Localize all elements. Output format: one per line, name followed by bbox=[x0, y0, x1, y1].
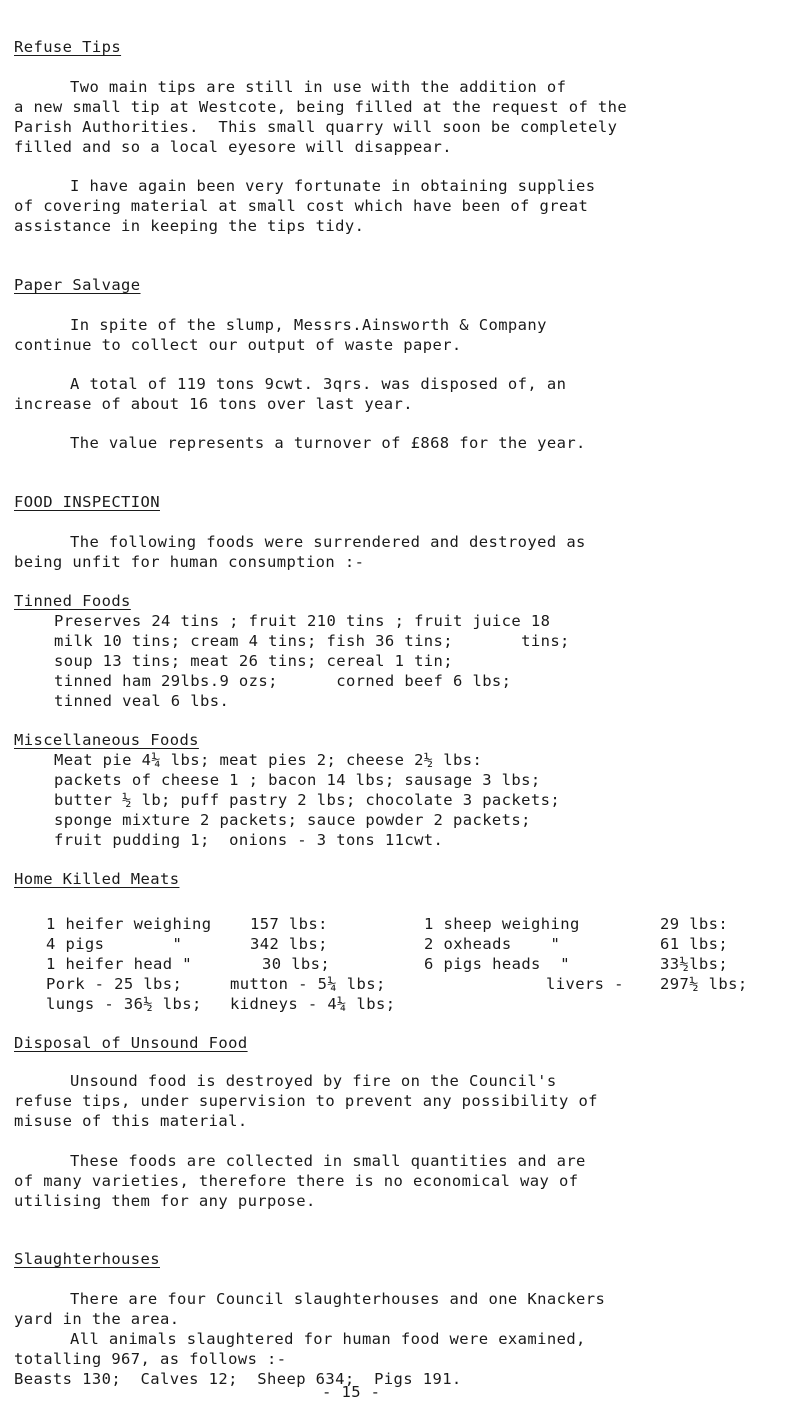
tinned-foods-line2: milk 10 tins; cream 4 tins; fish 36 tins; tins; bbox=[54, 632, 570, 650]
misc-foods-line3: butter ½ lb; puff pastry 2 lbs; chocolate 3 packets; bbox=[54, 791, 561, 809]
paper-salvage-para1-line2: continue to collect our output of waste paper. bbox=[14, 336, 462, 354]
home-killed-cell: Pork - 25 lbs; bbox=[46, 975, 183, 993]
slaughterhouses-totals: Beasts 130; Calves 12; Sheep 634; Pigs 191. bbox=[14, 1370, 462, 1388]
home-killed-cell: livers - bbox=[546, 975, 624, 993]
misc-foods-line4: sponge mixture 2 packets; sauce powder 2 packets; bbox=[54, 811, 531, 829]
refuse-tips-heading: Refuse Tips bbox=[14, 38, 122, 56]
disposal-para1-line2: refuse tips, under supervision to prevent any possibility of bbox=[14, 1092, 598, 1110]
home-killed-cell: 30 lbs; bbox=[262, 955, 331, 973]
disposal-para1-line1: Unsound food is destroyed by fire on the Council's bbox=[70, 1072, 557, 1090]
disposal-para2-line3: utilising them for any purpose. bbox=[14, 1192, 316, 1210]
misc-foods-line2: packets of cheese 1 ; bacon 14 lbs; sausage 3 lbs; bbox=[54, 771, 541, 789]
misc-foods-heading: Miscellaneous Foods bbox=[14, 731, 199, 749]
paper-salvage-para1-line1: In spite of the slump, Messrs.Ainsworth & Company bbox=[70, 316, 547, 334]
disposal-para2-line2: of many varieties, therefore there is no economical way of bbox=[14, 1172, 579, 1190]
refuse-tips-para2-line1: I have again been very fortunate in obtaining supplies bbox=[70, 177, 596, 195]
home-killed-heading: Home Killed Meats bbox=[14, 870, 180, 888]
misc-foods-line1: Meat pie 4¼ lbs; meat pies 2; cheese 2½ lbs: bbox=[54, 751, 483, 769]
home-killed-cell: 29 lbs: bbox=[660, 915, 729, 933]
tinned-foods-line1: Preserves 24 tins ; fruit 210 tins ; fruit juice 18 bbox=[54, 612, 551, 630]
home-killed-cell: 1 heifer head " bbox=[46, 955, 192, 973]
home-killed-cell: 33½lbs; bbox=[660, 955, 729, 973]
paper-salvage-para2-line1: A total of 119 tons 9cwt. 3qrs. was disposed of, an bbox=[70, 375, 567, 393]
refuse-tips-para1-line3: Parish Authorities. This small quarry will soon be completely bbox=[14, 118, 618, 136]
disposal-heading: Disposal of Unsound Food bbox=[14, 1034, 248, 1052]
home-killed-cell: 1 heifer weighing bbox=[46, 915, 212, 933]
slaughterhouses-para2-line2: totalling 967, as follows :- bbox=[14, 1350, 287, 1368]
refuse-tips-para1-line2: a new small tip at Westcote, being filled at the request of the bbox=[14, 98, 628, 116]
disposal-para1-line3: misuse of this material. bbox=[14, 1112, 248, 1130]
home-killed-cell: 2 oxheads " bbox=[424, 935, 561, 953]
home-killed-cell: 297½ lbs; bbox=[660, 975, 748, 993]
home-killed-cell: 157 lbs: bbox=[250, 915, 328, 933]
refuse-tips-para1-line1: Two main tips are still in use with the addition of bbox=[70, 78, 567, 96]
paper-salvage-para3: The value represents a turnover of £868 for the year. bbox=[70, 434, 586, 452]
tinned-foods-line3: soup 13 tins; meat 26 tins; cereal 1 tin; bbox=[54, 652, 454, 670]
home-killed-cell: 1 sheep weighing bbox=[424, 915, 580, 933]
paper-salvage-para2-line2: increase of about 16 tons over last year. bbox=[14, 395, 414, 413]
refuse-tips-para2-line3: assistance in keeping the tips tidy. bbox=[14, 217, 365, 235]
slaughterhouses-para2-line1: All animals slaughtered for human food were examined, bbox=[70, 1330, 586, 1348]
home-killed-cell: kidneys - 4¼ lbs; bbox=[230, 995, 396, 1013]
home-killed-cell: 342 lbs; bbox=[250, 935, 328, 953]
tinned-foods-heading: Tinned Foods bbox=[14, 592, 131, 610]
slaughterhouses-heading: Slaughterhouses bbox=[14, 1250, 160, 1268]
slaughterhouses-para1-line1: There are four Council slaughterhouses and one Knackers bbox=[70, 1290, 606, 1308]
home-killed-cell: lungs - 36½ lbs; bbox=[46, 995, 202, 1013]
misc-foods-line5: fruit pudding 1; onions - 3 tons 11cwt. bbox=[54, 831, 444, 849]
home-killed-cell: 4 pigs " bbox=[46, 935, 183, 953]
disposal-para2-line1: These foods are collected in small quantities and are bbox=[70, 1152, 586, 1170]
tinned-foods-line4: tinned ham 29lbs.9 ozs; corned beef 6 lbs; bbox=[54, 672, 512, 690]
food-inspection-heading: FOOD INSPECTION bbox=[14, 493, 160, 511]
food-inspection-intro-line1: The following foods were surrendered and destroyed as bbox=[70, 533, 586, 551]
home-killed-cell: 61 lbs; bbox=[660, 935, 729, 953]
page-number: - 15 - bbox=[322, 1383, 381, 1401]
tinned-foods-line5: tinned veal 6 lbs. bbox=[54, 692, 230, 710]
home-killed-cell: 6 pigs heads " bbox=[424, 955, 570, 973]
refuse-tips-para1-line4: filled and so a local eyesore will disappear. bbox=[14, 138, 452, 156]
food-inspection-intro-line2: being unfit for human consumption :- bbox=[14, 553, 365, 571]
paper-salvage-heading: Paper Salvage bbox=[14, 276, 141, 294]
refuse-tips-para2-line2: of covering material at small cost which have been of great bbox=[14, 197, 589, 215]
home-killed-cell: mutton - 5¼ lbs; bbox=[230, 975, 386, 993]
slaughterhouses-para1-line2: yard in the area. bbox=[14, 1310, 180, 1328]
